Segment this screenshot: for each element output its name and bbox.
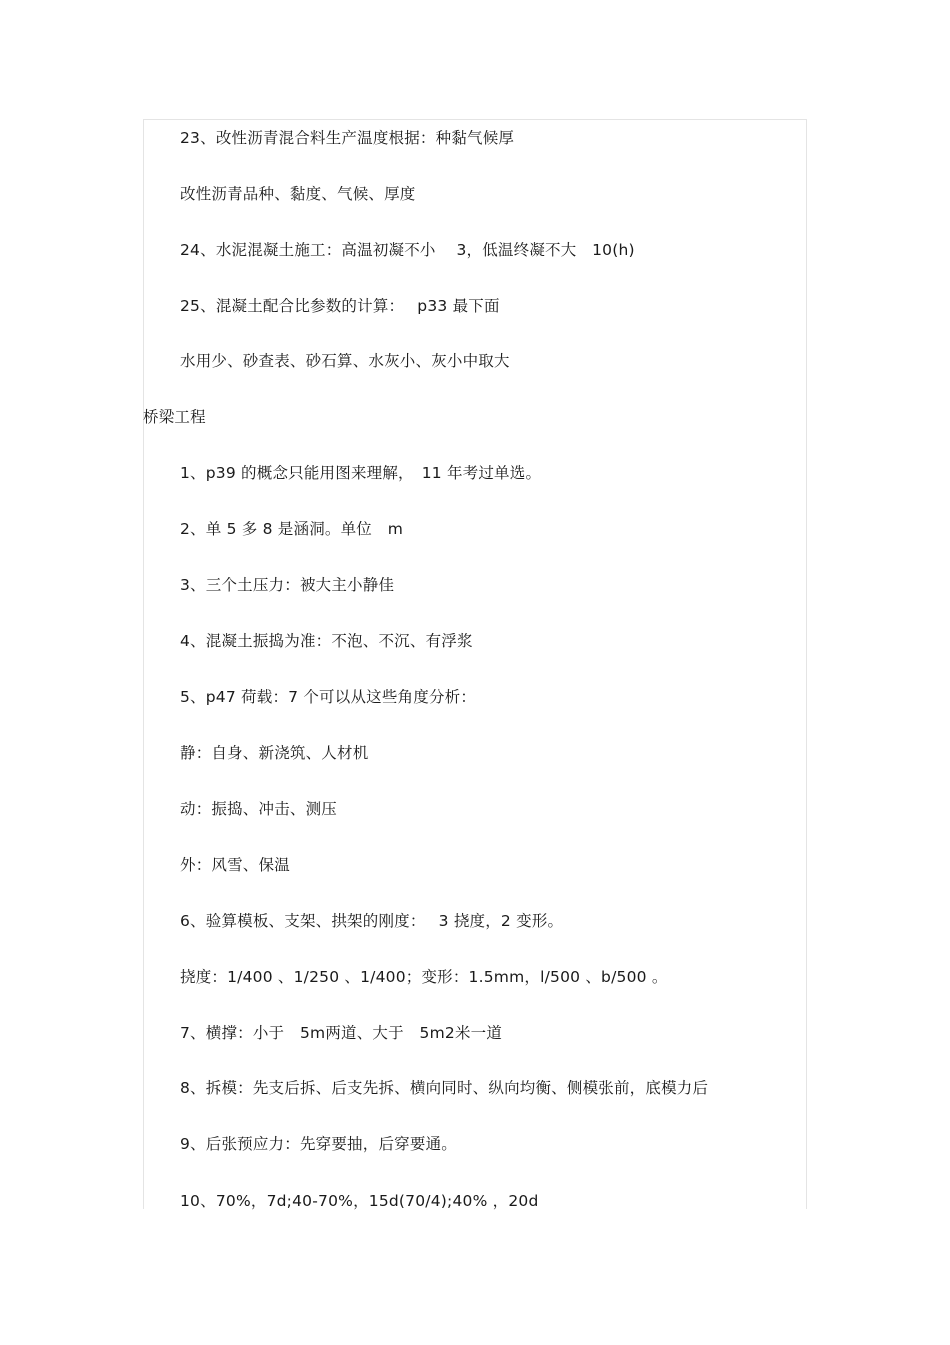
text-line: 9、后张预应力：先穿要抽，后穿要通。: [180, 1135, 457, 1153]
text-line: 24、水泥混凝土施工：高温初凝不小 3，低温终凝不大 10(h): [180, 241, 635, 259]
text-line: 3、三个土压力：被大主小静佳: [180, 576, 395, 594]
text-line: 2、单 5 多 8 是涵洞。单位 m: [180, 520, 403, 538]
section-heading: 桥梁工程: [143, 408, 206, 426]
text-line: 挠度：1/400 、1/250 、1/400；变形：1.5mm，l/500 、b/500 。: [180, 968, 668, 986]
text-line: 10、70%，7d;40-70%，15d(70/4);40% ，20d: [180, 1192, 539, 1210]
text-line: 23、改性沥青混合料生产温度根据：种黏气候厚: [180, 129, 515, 147]
text-line: 25、混凝土配合比参数的计算： p33 最下面: [180, 297, 500, 315]
text-line: 8、拆模：先支后拆、后支先拆、横向同时、纵向均衡、侧模张前，底模力后: [180, 1079, 709, 1097]
text-line: 静：自身、新浇筑、人材机: [180, 744, 369, 762]
text-line: 6、验算模板、支架、拱架的刚度： 3 挠度，2 变形。: [180, 912, 564, 930]
text-line: 水用少、砂查表、砂石算、水灰小、灰小中取大: [180, 352, 510, 370]
text-line: 1、p39 的概念只能用图来理解， 11 年考过单选。: [180, 464, 542, 482]
text-line: 动：振捣、冲击、测压: [180, 800, 338, 818]
text-line: 5、p47 荷载：7 个可以从这些角度分析：: [180, 688, 477, 706]
text-line: 外：风雪、保温: [180, 856, 290, 874]
text-line: 4、混凝土振捣为准：不泡、不沉、有浮浆: [180, 632, 473, 650]
page-frame: [143, 119, 807, 1209]
text-line: 7、横撑：小于 5m两道、大于 5m2米一道: [180, 1024, 503, 1042]
text-line: 改性沥青品种、黏度、气候、厚度: [180, 185, 416, 203]
